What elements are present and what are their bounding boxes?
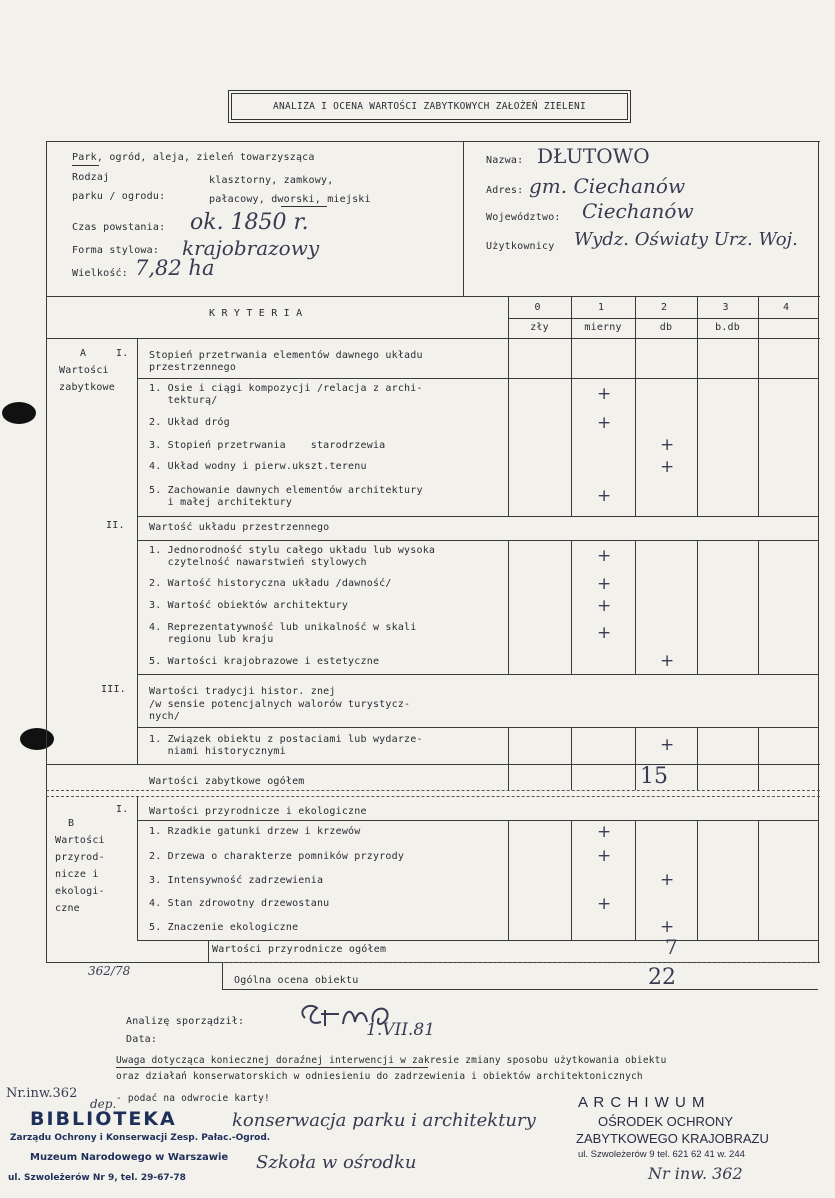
grade-header-0: zły bbox=[530, 322, 549, 333]
section-b-title-3: nicze i bbox=[55, 869, 99, 880]
section-a-i-title-1: Stopień przetrwania elementów dawnego układu bbox=[149, 350, 423, 361]
section-a-i-title-2: przestrzennego bbox=[149, 362, 237, 373]
criterion-text: 3. Stopień przetrwania starodrzewia bbox=[149, 439, 386, 451]
przyrodnicze-total-value: 7 bbox=[665, 935, 678, 959]
adres-label: Adres: bbox=[486, 185, 524, 196]
score-column-line bbox=[697, 820, 698, 940]
score-column-line bbox=[758, 820, 759, 940]
section-a-iii-title-1: Wartości tradycji histor. znej bbox=[149, 686, 336, 697]
grade-header-2: db bbox=[659, 322, 673, 333]
zabytkowe-total-label: Wartości zabytkowe ogółem bbox=[149, 776, 305, 787]
biblioteka-stamp-line-3: Muzeum Narodowego w Warszawie bbox=[30, 1152, 229, 1163]
score-column-line bbox=[508, 820, 509, 940]
biblioteka-stamp-line-1: BIBLIOTEKA bbox=[30, 1108, 177, 1130]
score-mark: + bbox=[597, 573, 612, 594]
czas-label: Czas powstania: bbox=[72, 222, 166, 233]
ref-number: 362/78 bbox=[88, 964, 131, 978]
criterion-text: 2. Wartość historyczna układu /dawność/ bbox=[149, 578, 392, 589]
criterion-text: 4. Stan zdrowotny drzewostanu bbox=[149, 898, 330, 909]
section-a-iii-title-3: nych/ bbox=[149, 711, 181, 722]
criterion-text: 3. Wartość obiektów architektury bbox=[149, 600, 349, 611]
nazwa-value: DŁUTOWO bbox=[537, 144, 650, 168]
score-column-line bbox=[508, 296, 509, 516]
section-a-title-1: Wartości bbox=[59, 365, 109, 376]
criterion-text: 5. Zachowanie dawnych elementów architektury bbox=[149, 485, 423, 496]
score-mark: + bbox=[597, 595, 612, 616]
ogolna-bottom bbox=[222, 989, 818, 990]
archiwum-stamp-line-4: ul. Szwoleżerów 9 tel. 621 62 41 w. 244 bbox=[578, 1149, 745, 1160]
criterion-text: 2. Drzewa o charakterze pomników przyrody bbox=[149, 850, 405, 862]
score-mark: + bbox=[597, 846, 612, 866]
section-b-title-5: czne bbox=[55, 903, 80, 914]
criterion-text: niami historycznymi bbox=[149, 745, 286, 757]
score-mark: + bbox=[660, 651, 675, 671]
score-column-line bbox=[697, 727, 698, 790]
score-mark: + bbox=[660, 435, 675, 455]
section-separator bbox=[46, 790, 820, 791]
uzyt-value: Wydz. Oświaty Urz. Woj. bbox=[574, 229, 798, 250]
score-column-line bbox=[508, 727, 509, 790]
biblioteka-dep: dep. bbox=[90, 1097, 117, 1111]
score-column-line bbox=[758, 296, 759, 516]
punch-hole-bottom bbox=[20, 728, 54, 750]
section-a-letter: A bbox=[80, 348, 87, 359]
uwaga-line-2: oraz działań konserwatorskich w odniesieniu do zadrzewienia i obiektów architektonicznych bbox=[116, 1071, 643, 1082]
ogolna-left bbox=[222, 962, 223, 990]
punch-hole-top bbox=[2, 402, 36, 424]
score-column-line bbox=[571, 296, 572, 516]
biblioteka-stamp-line-4: ul. Szwoleżerów Nr 9, tel. 29-67-78 bbox=[8, 1173, 186, 1183]
nazwa-label: Nazwa: bbox=[486, 155, 524, 166]
dworski-underline bbox=[281, 206, 327, 207]
score-mark: + bbox=[660, 917, 675, 937]
table-line bbox=[137, 674, 818, 675]
criterion-text: 1. Jednorodność stylu całego układu lub wysoka bbox=[149, 544, 436, 556]
score-header-3: 3 bbox=[722, 302, 729, 313]
grade-header-1: mierny bbox=[584, 322, 622, 333]
section-b-title-4: ekologi- bbox=[55, 886, 105, 897]
score-mark: + bbox=[660, 734, 675, 755]
criterion-text: 5. Wartości krajobrazowe i estetyczne bbox=[149, 655, 380, 667]
woj-label: Województwo: bbox=[486, 212, 561, 223]
criterion-text: tekturą/ bbox=[149, 395, 218, 406]
table-line bbox=[137, 940, 818, 941]
section-b-letter: B bbox=[68, 818, 75, 829]
criterion-text: 3. Intensywność zadrzewienia bbox=[149, 874, 324, 886]
score-column-line bbox=[635, 296, 636, 516]
section-b-i: I. bbox=[116, 804, 129, 815]
criterion-text: 1. Związek obiektu z postaciami lub wydarze- bbox=[149, 733, 423, 745]
score-column-line bbox=[571, 820, 572, 940]
section-separator bbox=[46, 796, 820, 797]
forma-label: Forma stylowa: bbox=[72, 245, 160, 256]
section-a-ii-title: Wartość układu przestrzennego bbox=[149, 522, 330, 533]
table-line bbox=[137, 540, 818, 541]
score-mark: + bbox=[597, 893, 612, 914]
archiwum-stamp-line-1: A R C H I W U M bbox=[578, 1094, 706, 1111]
grade-header-3: b.db bbox=[715, 322, 740, 333]
rodzaj-label: Rodzaj bbox=[72, 172, 110, 183]
score-header-0: 0 bbox=[534, 302, 541, 313]
score-column-line bbox=[758, 727, 759, 790]
archiwum-stamp-line-3: ZABYTKOWEGO KRAJOBRAZU bbox=[576, 1131, 769, 1146]
score-column-line bbox=[697, 540, 698, 674]
przyrodnicze-total-label: Wartości przyrodnicze ogółem bbox=[212, 944, 387, 955]
section-b-title-1: Wartości bbox=[55, 835, 105, 846]
woj-value: Ciechanów bbox=[582, 199, 694, 223]
forma-value: krajobrazowy bbox=[182, 236, 320, 260]
table-line bbox=[46, 764, 820, 765]
uwaga-line-3: - podać na odwrocie karty! bbox=[116, 1093, 270, 1104]
score-header-4: 4 bbox=[783, 302, 790, 313]
biblioteka-stamp-line-2: Zarządu Ochrony i Konserwacji Zesp. Pałac.-Ogrod. bbox=[10, 1133, 271, 1143]
section-a-iii: III. bbox=[101, 684, 126, 695]
score-mark: + bbox=[597, 384, 612, 404]
biblioteka-inv: Nr.inw.362 bbox=[6, 1086, 78, 1101]
sporzadzil-label: Analizę sporządził: bbox=[126, 1016, 245, 1027]
criterion-text: 2. Układ dróg bbox=[149, 417, 230, 428]
kryteria-label: K R Y T E R I A bbox=[209, 308, 303, 319]
document-title: ANALIZA I OCENA WARTOŚCI ZABYTKOWYCH ZAŁOŻEŃ ZIELENI bbox=[231, 93, 628, 120]
score-column-line bbox=[635, 727, 636, 790]
czas-value: ok. 1850 r. bbox=[190, 210, 309, 235]
score-column-line bbox=[697, 296, 698, 516]
score-mark: + bbox=[597, 545, 612, 566]
wielkosc-label: Wielkość: bbox=[72, 268, 128, 279]
criterion-text: czytelność nawarstwień stylowych bbox=[149, 556, 367, 568]
score-mark: + bbox=[660, 456, 675, 477]
section-a-i: I. bbox=[116, 348, 129, 359]
score-column-line bbox=[635, 820, 636, 940]
parku-options: pałacowy, dworski, miejski bbox=[209, 194, 371, 205]
table-line bbox=[137, 820, 818, 821]
criterion-text: 5. Znaczenie ekologiczne bbox=[149, 921, 299, 933]
score-mark: + bbox=[597, 622, 612, 643]
uwaga-underline bbox=[116, 1067, 428, 1068]
ogolna-dash bbox=[222, 962, 818, 963]
score-mark: + bbox=[597, 412, 612, 433]
uwaga-line-1: Uwaga dotycząca koniecznej doraźnej interwencji w zakresie zmiany sposobu użytkowania obiektu bbox=[116, 1055, 667, 1066]
rodzaj-options: klasztorny, zamkowy, bbox=[209, 175, 334, 186]
score-column-line bbox=[571, 540, 572, 674]
note-szkola: Szkoła w ośrodku bbox=[256, 1152, 417, 1173]
criterion-text: i małej architektury bbox=[149, 497, 293, 508]
table-line bbox=[137, 727, 818, 728]
date-value: 1.VII.81 bbox=[366, 1020, 435, 1040]
total-col-line bbox=[208, 940, 209, 963]
section-b-divider bbox=[137, 796, 138, 940]
park-types-label: Park, ogród, aleja, zieleń towarzysząca bbox=[72, 152, 315, 163]
score-mark: + bbox=[597, 486, 612, 506]
score-mark: + bbox=[660, 870, 675, 890]
table-line bbox=[137, 516, 818, 517]
wielkosc-value: 7,82 ha bbox=[135, 256, 215, 280]
section-b-title-2: przyrod- bbox=[55, 852, 105, 863]
zabytkowe-total-value: 15 bbox=[640, 764, 668, 789]
section-b-i-title: Wartości przyrodnicze i ekologiczne bbox=[149, 806, 367, 817]
score-column-line bbox=[635, 540, 636, 674]
criterion-text: 1. Rzadkie gatunki drzew i krzewów bbox=[149, 826, 361, 837]
uzyt-label: Użytkownicy bbox=[486, 241, 555, 252]
archiwum-stamp-line-2: OŚRODEK OCHRONY bbox=[598, 1114, 734, 1129]
adres-value: gm. Ciechanów bbox=[529, 174, 686, 198]
criterion-text: regionu lub kraju bbox=[149, 633, 274, 645]
parku-label: parku / ogrodu: bbox=[72, 191, 166, 202]
score-header-2: 2 bbox=[661, 302, 668, 313]
section-a-ii: II. bbox=[106, 520, 125, 531]
section-a-title-2: zabytkowe bbox=[59, 382, 115, 393]
archiwum-inv: Nr inw. 362 bbox=[648, 1164, 743, 1183]
score-column-line bbox=[508, 540, 509, 674]
score-column-line bbox=[571, 727, 572, 790]
score-column-line bbox=[758, 540, 759, 674]
park-underline bbox=[72, 165, 99, 166]
criterion-text: 1. Osie i ciągi kompozycji /relacja z archi- bbox=[149, 383, 423, 394]
criterion-text: 4. Układ wodny i pierw.ukszt.terenu bbox=[149, 461, 367, 472]
score-header-1: 1 bbox=[598, 302, 605, 313]
score-mark: + bbox=[597, 821, 612, 842]
ogolna-label: Ogólna ocena obiektu bbox=[234, 975, 359, 986]
note-konserwacja: konserwacja parku i architektury bbox=[232, 1110, 536, 1131]
section-a-iii-title-2: /w sensie potencjalnych walorów turystycz- bbox=[149, 699, 411, 710]
criterion-text: 4. Reprezentatywność lub unikalność w skali bbox=[149, 621, 417, 633]
ogolna-value: 22 bbox=[648, 965, 676, 990]
data-label: Data: bbox=[126, 1034, 158, 1045]
